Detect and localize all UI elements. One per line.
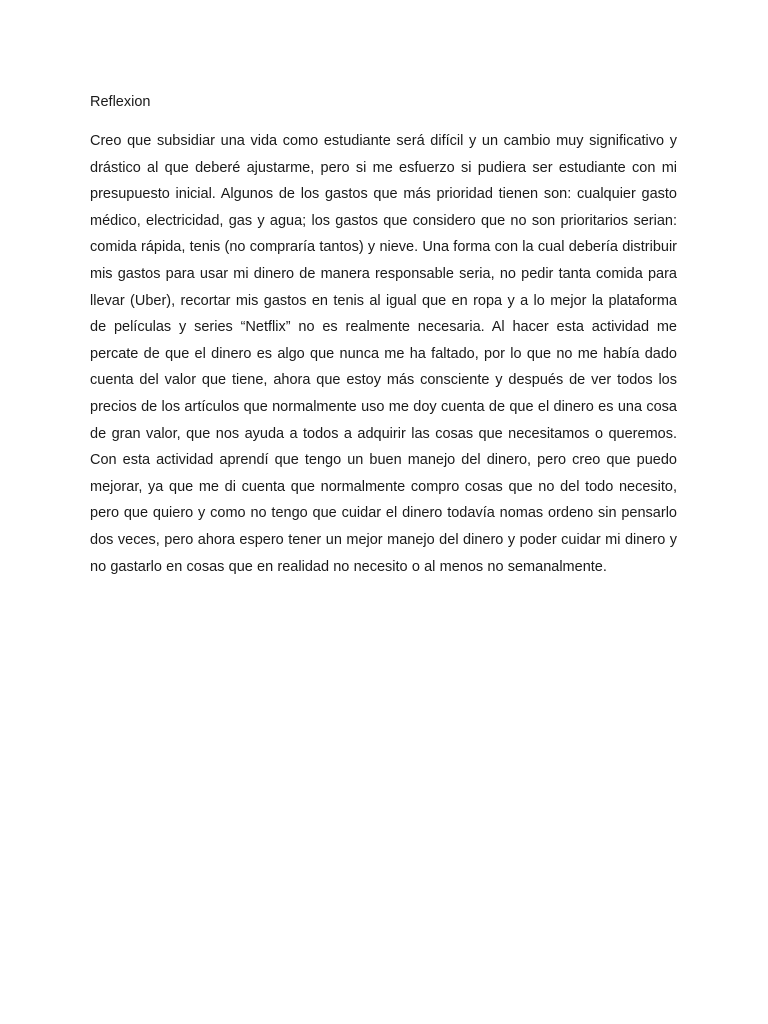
- document-title: Reflexion: [90, 94, 151, 110]
- document-paragraph: Creo que subsidiar una vida como estudiante será difícil y un cambio muy significativo y drástico al que deberé ajustarme, pero si me esfuerzo si pudiera ser estudiante con mi presupuesto inicial. Algunos de los gastos que más prioridad tienen son: cualquier gasto médico, electricidad, gas y agua; los gastos que considero que no son prioritarios serian: comida rápida, tenis (no compraría tantos) y nieve. Una forma con la cual debería distribuir mis gastos para usar mi dinero de manera responsable seria, no pedir tanta comida para llevar (Uber), recortar mis gastos en tenis al igual que en ropa y a lo mejor la plataforma de películas y series “Netflix” no es realmente necesaria. Al hacer esta actividad me percate de que el dinero es algo que nunca me ha faltado, por lo que no me había dado cuenta del valor que tiene, ahora que estoy más consciente y después de ver todos los precios de los artículos que normalmente uso me doy cuenta de que el dinero es una cosa de gran valor, que nos ayuda a todos a adquirir las cosas que necesitamos o queremos. Con esta actividad aprendí que tengo un buen manejo del dinero, pero creo que puedo mejorar, ya que me di cuenta que normalmente compro cosas que no del todo necesito, pero que quiero y como no tengo que cuidar el dinero todavía nomas ordeno sin pensarlo dos veces, pero ahora espero tener un mejor manejo del dinero y poder cuidar mi dinero y no gastarlo en cosas que en realidad no necesito o al menos no semanalmente.: [90, 133, 677, 575]
